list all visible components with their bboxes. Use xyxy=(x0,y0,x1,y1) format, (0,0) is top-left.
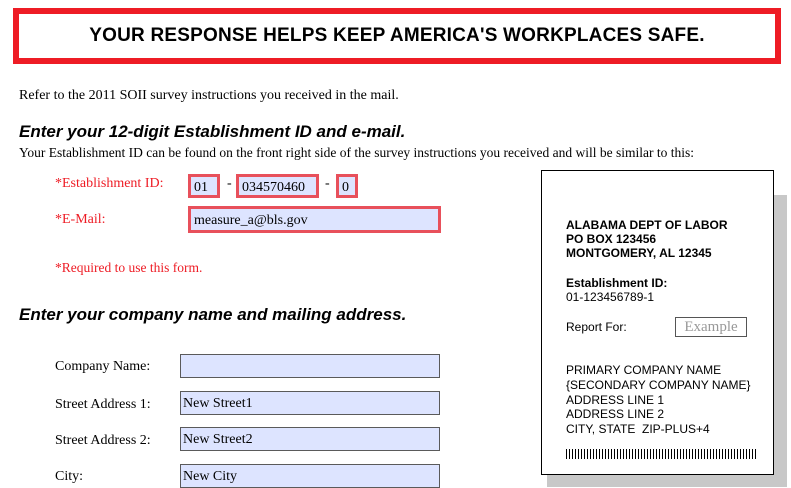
company-heading: Enter your company name and mailing address. xyxy=(19,305,407,324)
safety-banner: YOUR RESPONSE HELPS KEEP AMERICA'S WORKPLACES SAFE. xyxy=(13,8,781,64)
establishment-description: Your Establishment ID can be found on the front right side of the survey instructions you received and will be similar to this: xyxy=(19,145,695,160)
establishment-id-part3-input[interactable]: 0 xyxy=(336,174,358,198)
email-input[interactable]: measure_a@bls.gov xyxy=(188,206,441,233)
street-address-1-input[interactable]: New Street1 xyxy=(180,391,440,415)
sample-addr-line-2: PO BOX 123456 xyxy=(566,232,657,246)
city-label: City: xyxy=(55,469,84,484)
establishment-id-part2-input[interactable]: 034570460 xyxy=(236,174,319,198)
id-dash-2: - xyxy=(325,176,330,191)
city-input[interactable]: New City xyxy=(180,464,440,488)
sample-addr-line-1: ALABAMA DEPT OF LABOR xyxy=(566,218,728,232)
intro-text: Refer to the 2011 SOII survey instructions you received in the mail. xyxy=(19,88,399,103)
sample-city-line: CITY, STATE ZIP-PLUS+4 xyxy=(566,422,710,436)
establishment-heading: Enter your 12-digit Establishment ID and e-mail. xyxy=(19,122,406,141)
establishment-id-part1-input[interactable]: 01 xyxy=(188,174,220,198)
street-address-2-label: Street Address 2: xyxy=(55,433,151,448)
sample-establishment-value: 01-123456789-1 xyxy=(566,290,655,304)
sample-secondary-name: {SECONDARY COMPANY NAME} xyxy=(566,378,751,392)
id-dash-1: - xyxy=(227,176,232,191)
sample-establishment-label: Establishment ID: xyxy=(566,276,668,290)
street-address-2-input[interactable]: New Street2 xyxy=(180,427,440,451)
email-label: *E-Mail: xyxy=(55,212,106,227)
establishment-id-label: *Establishment ID: xyxy=(55,176,164,191)
required-note: *Required to use this form. xyxy=(55,260,203,275)
sample-instructions-card xyxy=(541,170,774,475)
street-address-1-label: Street Address 1: xyxy=(55,397,151,412)
sample-address-line-2: ADDRESS LINE 2 xyxy=(566,407,665,421)
sample-example-box: Example xyxy=(675,317,747,337)
sample-primary-name: PRIMARY COMPANY NAME xyxy=(566,363,722,377)
sample-addr-line-3: MONTGOMERY, AL 12345 xyxy=(566,246,712,260)
sample-report-for-label: Report For: xyxy=(566,320,627,334)
company-name-input[interactable] xyxy=(180,354,440,378)
company-name-label: Company Name: xyxy=(55,359,151,374)
barcode-icon xyxy=(566,449,756,459)
sample-address-line-1: ADDRESS LINE 1 xyxy=(566,393,665,407)
